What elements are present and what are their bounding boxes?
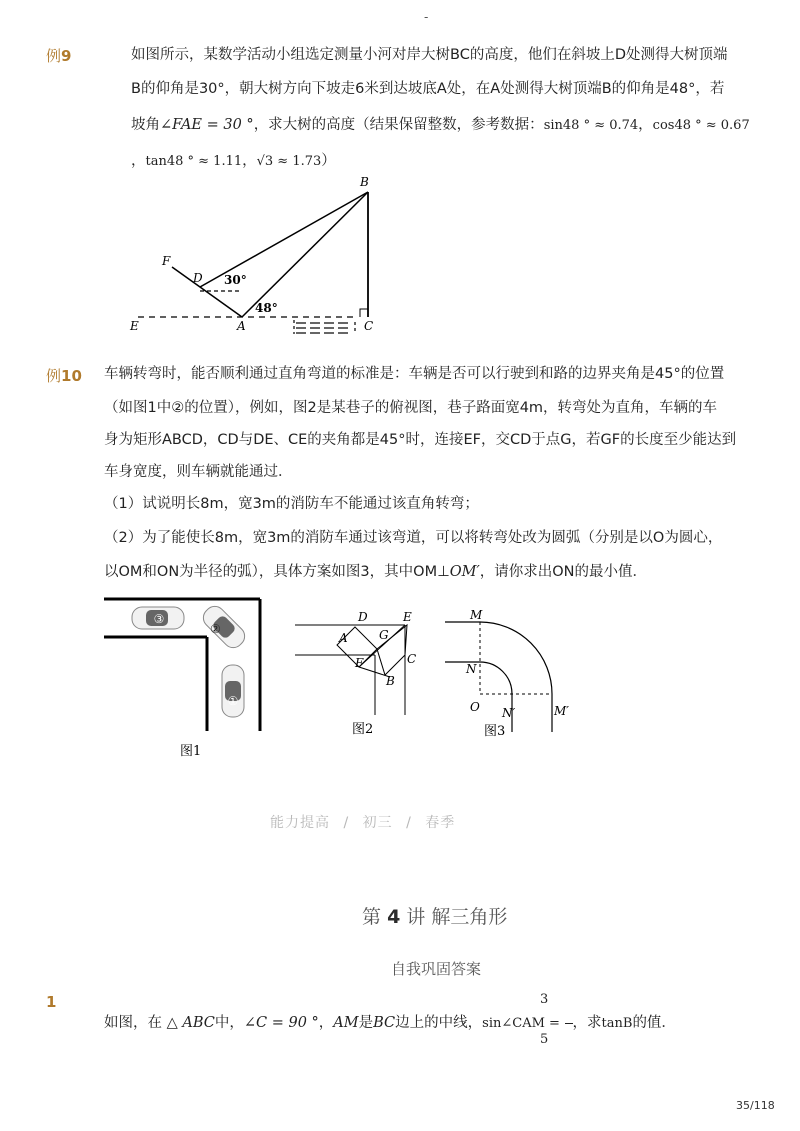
car-1 bbox=[222, 665, 244, 717]
bc: BC bbox=[373, 1015, 396, 1031]
lecture-number: 4 bbox=[387, 906, 401, 928]
example-10-question-1: （1）试说明长8m，宽3m的消防车不能通过该直角转弯； bbox=[104, 496, 479, 512]
figure-1-caption: 图1 bbox=[180, 744, 202, 759]
lecture-title bbox=[362, 902, 507, 929]
example-10-line-1: 车辆转弯时，能否顺利通过直角弯道的标准是：车辆是否可以行驶到和路的边界夹角是45°的位置 bbox=[104, 366, 725, 382]
figure-3-caption: 图3 bbox=[484, 724, 506, 739]
breadcrumb-item: 初三 bbox=[362, 815, 393, 831]
label-30: 30° bbox=[224, 273, 247, 287]
car-3 bbox=[132, 607, 184, 629]
sep: ， bbox=[242, 153, 257, 169]
sep: ， bbox=[131, 153, 146, 169]
tan48: tan48 ° ≈ 1.11 bbox=[145, 154, 243, 169]
example-10-line-3: 身为矩形ABCD，CD与DE、CE的夹角都是45°时，连接EF，交CD于点G，若GF的长度至少能达到 bbox=[104, 432, 737, 448]
text: 如图，在 bbox=[104, 1015, 162, 1031]
example-9-line-1: 如图所示，某数学活动小组选定测量小河对岸大树BC的高度，他们在斜坡上D处测得大树顶端 bbox=[131, 47, 728, 63]
text: 以OM和ON为半径的弧），具体方案如图3，其中OM⊥ bbox=[104, 564, 450, 580]
inner-arc-nn bbox=[445, 662, 512, 732]
example-10-question-2b bbox=[104, 555, 647, 589]
label-a: A bbox=[237, 319, 246, 333]
text: 边上的中线， bbox=[395, 1015, 483, 1031]
right-angle-c bbox=[360, 309, 368, 317]
sin48: sin48 ° ≈ 0.74 bbox=[543, 118, 639, 133]
cos48: cos48 ° ≈ 0.67 bbox=[652, 118, 750, 133]
sep: ， bbox=[318, 1015, 334, 1031]
figure-3 bbox=[440, 607, 580, 742]
breadcrumb-separator: / bbox=[406, 815, 412, 831]
sin-cam: sin∠CAM = bbox=[482, 1016, 560, 1031]
om-prime: OM′ bbox=[449, 564, 480, 580]
label-e: E bbox=[403, 610, 412, 624]
answers-title: 自我巩固答案 bbox=[391, 960, 482, 978]
example-9-figure bbox=[120, 172, 400, 342]
question-1-text bbox=[104, 1006, 676, 1041]
car-3-number: ③ bbox=[153, 612, 165, 626]
label-d: D bbox=[193, 271, 203, 285]
text: ，求大树的高度（结果保留整数，参考数据： bbox=[253, 117, 544, 133]
label-48: 48° bbox=[255, 301, 278, 315]
figure-2 bbox=[295, 605, 435, 745]
car-2-number: ② bbox=[210, 622, 221, 636]
example-prefix: 例 bbox=[46, 47, 62, 65]
text: 的值． bbox=[632, 1015, 676, 1031]
triangle-abc: △ ABC bbox=[166, 1015, 215, 1031]
figure-1 bbox=[104, 595, 264, 765]
label-m: M bbox=[470, 608, 483, 622]
label-m-prime: M′ bbox=[554, 704, 570, 718]
label-n-prime: N′ bbox=[502, 706, 516, 720]
text: ，求 bbox=[572, 1015, 602, 1031]
question-1-number: 1 bbox=[46, 993, 57, 1011]
example-number: 10 bbox=[61, 367, 82, 385]
example-10-line-4: 车身宽度，则车辆就能通过． bbox=[104, 464, 293, 480]
example-10-line-2: （如图1中②的位置），例如，图2是某巷子的俯视图，巷子路面宽4m，转弯处为直角，车辆的车 bbox=[104, 400, 718, 416]
am: AM bbox=[333, 1015, 359, 1031]
angle-fae: ∠FAE = 30 ° bbox=[160, 117, 254, 133]
figure-2-caption: 图2 bbox=[352, 722, 374, 737]
lecture-suffix: 讲 解三角形 bbox=[406, 906, 508, 928]
label-c: C bbox=[407, 652, 417, 666]
outer-arc-mm bbox=[445, 622, 552, 732]
example-9-line-2: B的仰角是30°，朝大树方向下坡走6米到达坡底A处，在A处测得大树顶端B的仰角是48°，若 bbox=[131, 81, 725, 97]
label-g: G bbox=[379, 628, 389, 642]
text: 坡角 bbox=[131, 117, 160, 133]
river-hatch bbox=[294, 320, 355, 334]
lecture-prefix: 第 bbox=[362, 906, 382, 928]
sep: ， bbox=[638, 117, 653, 133]
tan-b: tanB bbox=[601, 1016, 633, 1031]
example-10-question-2a: （2）为了能使长8m，宽3m的消防车通过该弯道，可以将转弯处改为圆弧（分别是以O为圆心， bbox=[104, 530, 723, 546]
line-ab bbox=[242, 192, 368, 317]
text: 中， bbox=[214, 1015, 244, 1031]
label-b: B bbox=[386, 674, 395, 688]
top-mark: - bbox=[424, 10, 429, 24]
label-f: F bbox=[162, 254, 171, 268]
angle-c: ∠C = 90 ° bbox=[243, 1015, 319, 1031]
breadcrumb-item: 春季 bbox=[425, 815, 456, 831]
label-n: N bbox=[466, 662, 477, 676]
example-prefix: 例 bbox=[46, 367, 62, 385]
fraction-numerator: 3 bbox=[540, 992, 549, 1007]
label-a: A bbox=[339, 631, 348, 645]
car-1-number: ① bbox=[227, 694, 239, 708]
page-number: 35/118 bbox=[736, 1099, 775, 1112]
label-c: C bbox=[364, 319, 374, 333]
example-9-line-3 bbox=[131, 108, 750, 143]
footer-breadcrumb bbox=[270, 812, 455, 832]
label-o: O bbox=[470, 700, 480, 714]
fraction-denominator: 5 bbox=[540, 1032, 549, 1047]
example-10-label bbox=[46, 365, 82, 386]
example-number: 9 bbox=[61, 47, 72, 65]
label-b: B bbox=[360, 175, 369, 189]
label-f: F bbox=[355, 656, 364, 670]
text: 是 bbox=[358, 1015, 374, 1031]
text: ） bbox=[321, 153, 336, 169]
example-9-label bbox=[46, 45, 71, 66]
breadcrumb-separator: / bbox=[343, 815, 350, 831]
text: ，请你求出ON的最小值． bbox=[479, 564, 648, 580]
label-d: D bbox=[358, 610, 368, 624]
sqrt3: √3 ≈ 1.73 bbox=[256, 154, 322, 169]
label-e: E bbox=[130, 319, 139, 333]
fraction-bar bbox=[565, 1023, 573, 1024]
breadcrumb-item: 能力提高 bbox=[270, 815, 330, 831]
